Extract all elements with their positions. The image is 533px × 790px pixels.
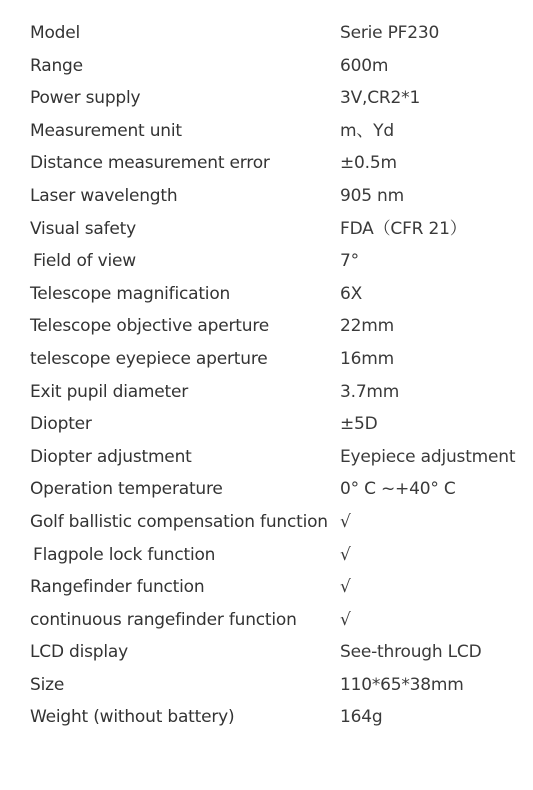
spec-label: LCD display — [30, 642, 128, 663]
check-mark: √ — [340, 577, 351, 598]
spec-label: Telescope magnification — [30, 283, 231, 304]
spec-label: continuous rangefinder function — [30, 609, 297, 630]
spec-value: m、Yd — [340, 120, 394, 141]
spec-row-flagpole-lock — [0, 539, 533, 572]
check-mark: √ — [340, 609, 351, 630]
spec-row-operation-temperature — [0, 473, 533, 506]
spec-label: Measurement unit — [30, 120, 182, 141]
spec-row-exit-pupil — [0, 376, 533, 409]
spec-row-visual-safety — [0, 213, 533, 246]
spec-value: 3.7mm — [340, 381, 400, 402]
spec-value: ±0.5m — [340, 153, 397, 174]
spec-row-eyepiece-aperture — [0, 343, 533, 376]
spec-row-size — [0, 669, 533, 702]
spec-row-weight — [0, 701, 533, 734]
spec-row-power-supply — [0, 82, 533, 115]
spec-row-field-of-view — [0, 245, 533, 278]
spec-row-measurement-unit — [0, 115, 533, 148]
spec-label: Distance measurement error — [30, 153, 270, 174]
spec-row-range — [0, 50, 533, 83]
check-mark: √ — [340, 544, 351, 565]
spec-label: Operation temperature — [30, 479, 223, 500]
spec-value: 6X — [340, 283, 363, 304]
spec-label: Laser wavelength — [30, 185, 178, 206]
spec-label: Visual safety — [30, 218, 136, 239]
spec-row-rangefinder-function — [0, 571, 533, 604]
spec-value: 7° — [340, 251, 359, 272]
spec-value: 16mm — [340, 348, 394, 369]
spec-label: Telescope objective aperture — [30, 316, 269, 337]
spec-row-model — [0, 17, 533, 50]
spec-label: Power supply — [30, 88, 141, 109]
spec-label: Diopter adjustment — [30, 446, 192, 467]
spec-label: Field of view — [33, 251, 136, 272]
check-mark: √ — [340, 511, 351, 532]
spec-label: Golf ballistic compensation function — [30, 511, 328, 532]
spec-value: Eyepiece adjustment — [340, 446, 516, 467]
spec-label: Exit pupil diameter — [30, 381, 189, 402]
spec-row-diopter-adjustment — [0, 441, 533, 474]
spec-row-laser-wavelength — [0, 180, 533, 213]
spec-value: 0° C ~+40° C — [340, 479, 456, 500]
spec-label: Rangefinder function — [30, 577, 205, 598]
spec-row-diopter — [0, 408, 533, 441]
spec-value: 3V,CR2*1 — [340, 88, 421, 109]
spec-row-telescope-magnification — [0, 278, 533, 311]
spec-row-continuous-rangefinder — [0, 604, 533, 637]
spec-label: Weight (without battery) — [30, 707, 235, 728]
spec-table — [0, 17, 533, 734]
spec-label: Flagpole lock function — [33, 544, 216, 565]
spec-label: Size — [30, 674, 65, 695]
spec-value: Serie PF230 — [340, 23, 440, 43]
spec-label: Model — [30, 23, 81, 43]
spec-label: telescope eyepiece aperture — [30, 348, 268, 369]
spec-value: 905 nm — [340, 185, 404, 206]
spec-label: Range — [30, 55, 83, 76]
spec-value: 164g — [340, 707, 383, 728]
spec-value: See-through LCD — [340, 642, 482, 663]
spec-row-distance-error — [0, 147, 533, 180]
spec-row-lcd-display — [0, 636, 533, 669]
spec-value: FDA（CFR 21） — [340, 218, 467, 239]
spec-value: 600m — [340, 55, 389, 76]
spec-row-golf-compensation — [0, 506, 533, 539]
spec-value: ±5D — [340, 414, 378, 435]
spec-row-objective-aperture — [0, 310, 533, 343]
spec-label: Diopter — [30, 414, 92, 435]
spec-value: 110*65*38mm — [340, 674, 464, 695]
spec-value: 22mm — [340, 316, 394, 337]
